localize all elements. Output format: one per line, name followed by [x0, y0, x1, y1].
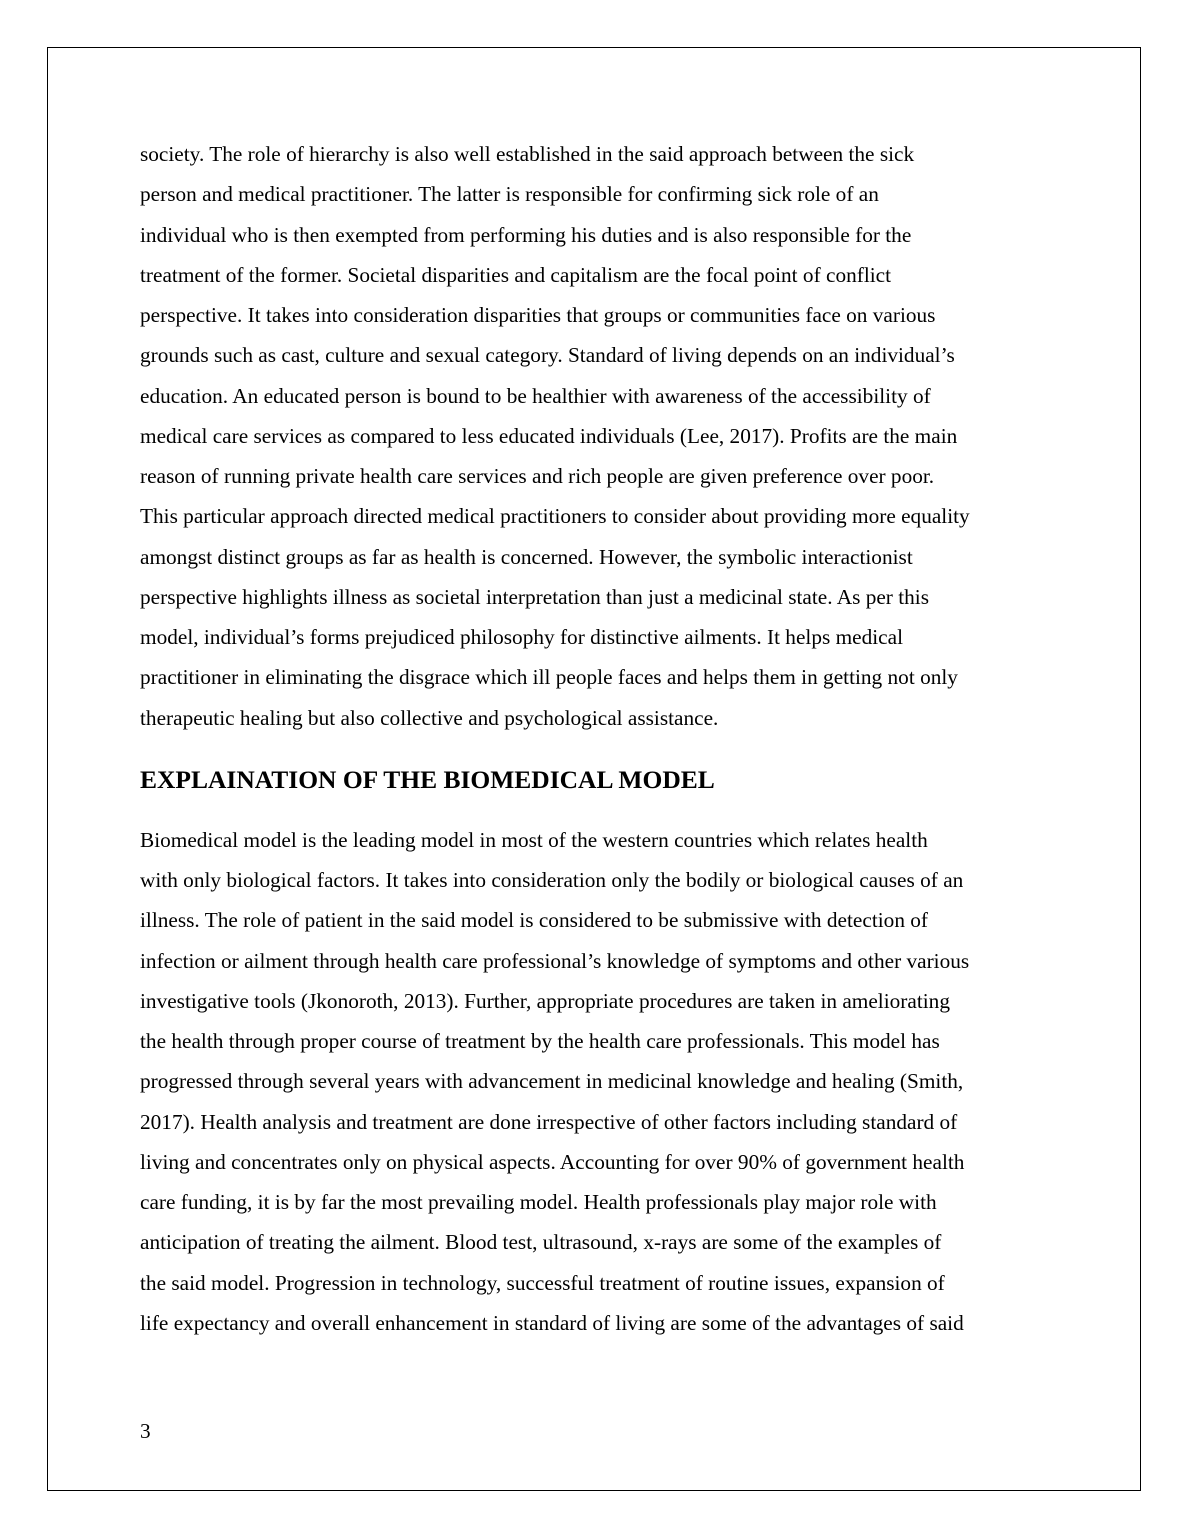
- text-line: model, individual’s forms prejudiced philosophy for distinctive ailments. It helps medical: [140, 625, 903, 649]
- text-line: anticipation of treating the ailment. Blood test, ultrasound, x-rays are some of the examples of: [140, 1230, 942, 1255]
- text-line: with only biological factors. It takes into consideration only the bodily or biological causes of an: [140, 868, 964, 892]
- text-line: education. An educated person is bound to be healthier with awareness of the accessibility of: [140, 383, 931, 408]
- text-line: reason of running private health care services and rich people are given preference over poor.: [140, 464, 935, 488]
- page-content: [140, 134, 1060, 1343]
- section-heading: EXPLAINATION OF THE BIOMEDICAL MODEL: [140, 764, 715, 794]
- paragraph-sociological-perspectives: [140, 134, 1060, 738]
- page-number: 3: [140, 1419, 151, 1443]
- text-line: illness. The role of patient in the said model is considered to be submissive with detection of: [140, 908, 929, 933]
- text-line: person and medical practitioner. The latter is responsible for confirming sick role of an: [140, 182, 879, 207]
- paragraph-biomedical-model: [140, 820, 1060, 1343]
- text-line: perspective highlights illness as societal interpretation than just a medicinal state. As per this: [140, 584, 929, 609]
- text-line: investigative tools (Jkonoroth, 2013). Further, appropriate procedures are taken in ameliorating: [140, 988, 950, 1013]
- text-line: care funding, it is by far the most prevailing model. Health professionals play major role with: [140, 1190, 937, 1214]
- text-line: the health through proper course of treatment by the health care professionals. This model has: [140, 1029, 940, 1053]
- text-line: amongst distinct groups as far as health is concerned. However, the symbolic interactionist: [140, 544, 913, 569]
- text-line: practitioner in eliminating the disgrace which ill people faces and helps them in getting not only: [140, 665, 958, 690]
- text-line: treatment of the former. Societal disparities and capitalism are the focal point of conflict: [140, 262, 892, 287]
- text-line: This particular approach directed medical practitioners to consider about providing more equality: [140, 504, 970, 529]
- text-line: infection or ailment through health care professional’s knowledge of symptoms and other various: [140, 948, 970, 973]
- text-line: progressed through several years with advancement in medicinal knowledge and healing (Smith,: [140, 1069, 964, 1094]
- text-line: Biomedical model is the leading model in most of the western countries which relates health: [140, 827, 928, 852]
- text-line: society. The role of hierarchy is also well established in the said approach between the sick: [140, 142, 915, 166]
- text-line: perspective. It takes into consideration disparities that groups or communities face on various: [140, 303, 936, 327]
- text-line: 2017). Health analysis and treatment are done irrespective of other factors including standard of: [140, 1109, 958, 1134]
- text-line: medical care services as compared to less educated individuals (Lee, 2017). Profits are the main: [140, 423, 958, 448]
- text-line: the said model. Progression in technology, successful treatment of routine issues, expansion of: [140, 1270, 945, 1295]
- text-line: individual who is then exempted from performing his duties and is also responsible for the: [140, 222, 912, 247]
- text-line: grounds such as cast, culture and sexual category. Standard of living depends on an individual’s: [140, 343, 955, 368]
- text-line: life expectancy and overall enhancement in standard of living are some of the advantages of said: [140, 1310, 964, 1335]
- text-line: therapeutic healing but also collective and psychological assistance.: [140, 705, 719, 730]
- text-line: living and concentrates only on physical aspects. Accounting for over 90% of government health: [140, 1149, 965, 1174]
